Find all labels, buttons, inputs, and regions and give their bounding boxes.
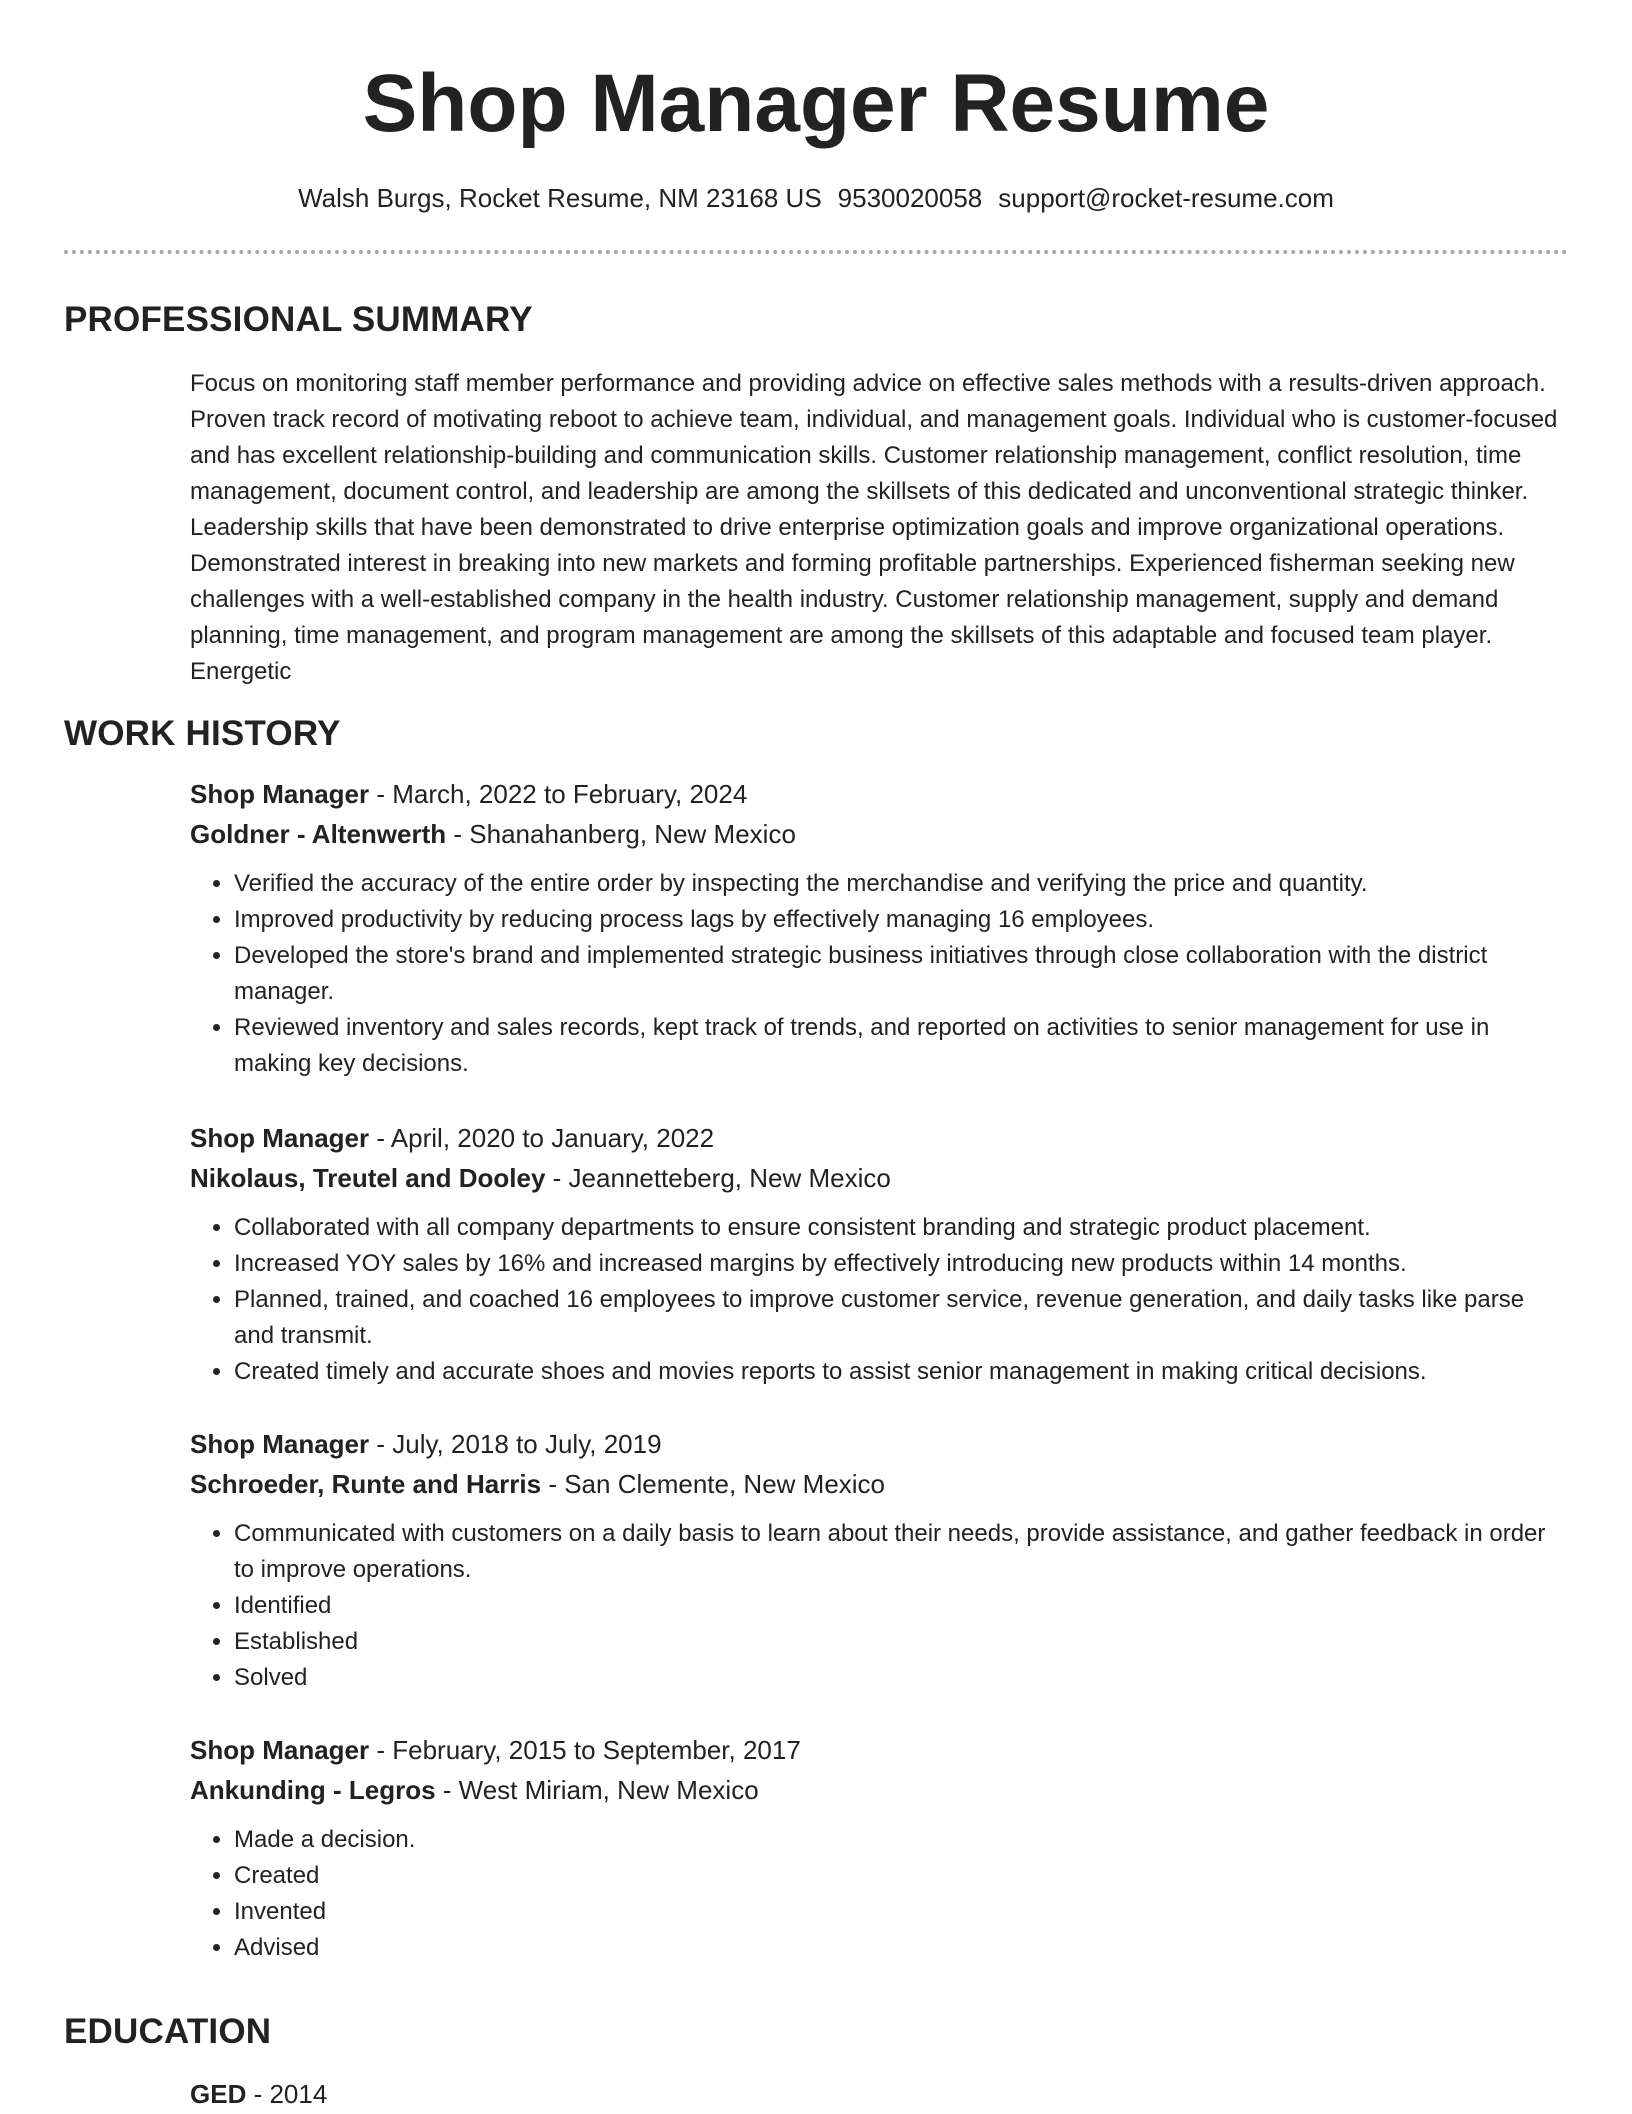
job-title-line (190, 1424, 1570, 1464)
education-year: - 2014 (246, 2079, 328, 2109)
job-bullet: • Verified the accuracy of the entire order by inspecting the merchandise and verifying the price and quantity. (234, 866, 1570, 902)
job-bullet: • Solved (234, 1660, 1570, 1696)
job-bullet: • Invented (234, 1894, 1570, 1930)
job-entry (190, 774, 1570, 1082)
job-entry (190, 1118, 1570, 1390)
summary-text: Focus on monitoring staff member performance and providing advice on effective sales methods with a results-driven approach. Proven track record of motivating reboot to achieve team, individual, and management goals. Individual who is customer-focused and has excellent relationship-building and communication skills. Customer relationship management, conflict resolution, time management, document control, and leadership are among the skillsets of this dedicated and unconventional strategic thinker. Leadership skills that have been demonstrated to drive enterprise optimization goals and improve organizational operations. Demonstrated interest in breaking into new markets and forming profitable partnerships. Experienced fisherman seeking new challenges with a well-established company in the health industry. Customer relationship management, supply and demand planning, time management, and program management are among the skillsets of this adaptable and focused team player. Energetic (190, 370, 1558, 685)
job-location: - Shanahanberg, New Mexico (446, 819, 796, 849)
contact-address: Walsh Burgs, Rocket Resume, NM 23168 US (298, 183, 822, 213)
job-bullets (190, 1516, 1570, 1696)
job-bullet: • Improved productivity by reducing process lags by effectively managing 16 employees. (234, 902, 1570, 938)
job-bullets (190, 1210, 1570, 1390)
job-location: - Jeannetteberg, New Mexico (545, 1163, 891, 1193)
job-entry (190, 1424, 1570, 1696)
header-divider (64, 250, 1568, 254)
job-title-line (190, 774, 1570, 814)
job-bullet: • Collaborated with all company departments to ensure consistent branding and strategic product placement. (234, 1210, 1570, 1246)
job-location: - West Miriam, New Mexico (435, 1775, 759, 1805)
education-heading: EDUCATION (64, 2012, 272, 2051)
work-history-heading: WORK HISTORY (64, 714, 341, 753)
education-degree: GED (190, 2079, 247, 2109)
job-title-line (190, 1730, 1570, 1770)
job-bullet: • Established (234, 1624, 1570, 1660)
job-bullet: • Developed the store's brand and implemented strategic business initiatives through close collaboration with the district manager. (234, 938, 1570, 1010)
job-bullets (190, 866, 1570, 1082)
job-bullet: • Communicated with customers on a daily basis to learn about their needs, provide assistance, and gather feedback in order to improve operations. (234, 1516, 1570, 1588)
job-bullet: • Created (234, 1858, 1570, 1894)
job-bullet: • Advised (234, 1930, 1570, 1966)
job-entry (190, 1730, 1570, 1966)
job-company-line (190, 1464, 1570, 1504)
resume-title: Shop Manager Resume (362, 58, 1270, 149)
job-company-line (190, 1158, 1570, 1198)
job-dates: - February, 2015 to September, 2017 (369, 1735, 801, 1765)
job-title: Shop Manager (190, 1735, 370, 1765)
job-company: Goldner - Altenwerth (190, 819, 447, 849)
job-bullets (190, 1822, 1570, 1966)
contact-phone: 9530020058 (837, 183, 983, 213)
job-dates: - July, 2018 to July, 2019 (369, 1429, 662, 1459)
job-dates: - April, 2020 to January, 2022 (369, 1123, 715, 1153)
contact-line (0, 180, 1632, 216)
job-bullet: • Identified (234, 1588, 1570, 1624)
job-bullet: • Reviewed inventory and sales records, kept track of trends, and reported on activities to senior management for use in making key decisions. (234, 1010, 1570, 1082)
contact-email: support@rocket-resume.com (998, 183, 1334, 213)
job-bullet: • Planned, trained, and coached 16 employees to improve customer service, revenue generation, and daily tasks like parse and transmit. (234, 1282, 1570, 1354)
job-title-line (190, 1118, 1570, 1158)
job-company: Ankunding - Legros (190, 1775, 436, 1805)
job-title: Shop Manager (190, 1123, 370, 1153)
job-bullet: • Created timely and accurate shoes and movies reports to assist senior management in making critical decisions. (234, 1354, 1570, 1390)
job-company: Schroeder, Runte and Harris (190, 1469, 542, 1499)
job-dates: - March, 2022 to February, 2024 (369, 779, 748, 809)
summary-heading: PROFESSIONAL SUMMARY (64, 300, 533, 339)
job-company-line (190, 814, 1570, 854)
job-location: - San Clemente, New Mexico (541, 1469, 886, 1499)
job-bullet: • Increased YOY sales by 16% and increased margins by effectively introducing new products within 14 months. (234, 1246, 1570, 1282)
education-entry (190, 2074, 327, 2114)
job-company-line (190, 1770, 1570, 1810)
job-bullet: • Made a decision. (234, 1822, 1570, 1858)
job-title: Shop Manager (190, 1429, 370, 1459)
job-company: Nikolaus, Treutel and Dooley (190, 1163, 546, 1193)
job-title: Shop Manager (190, 779, 370, 809)
